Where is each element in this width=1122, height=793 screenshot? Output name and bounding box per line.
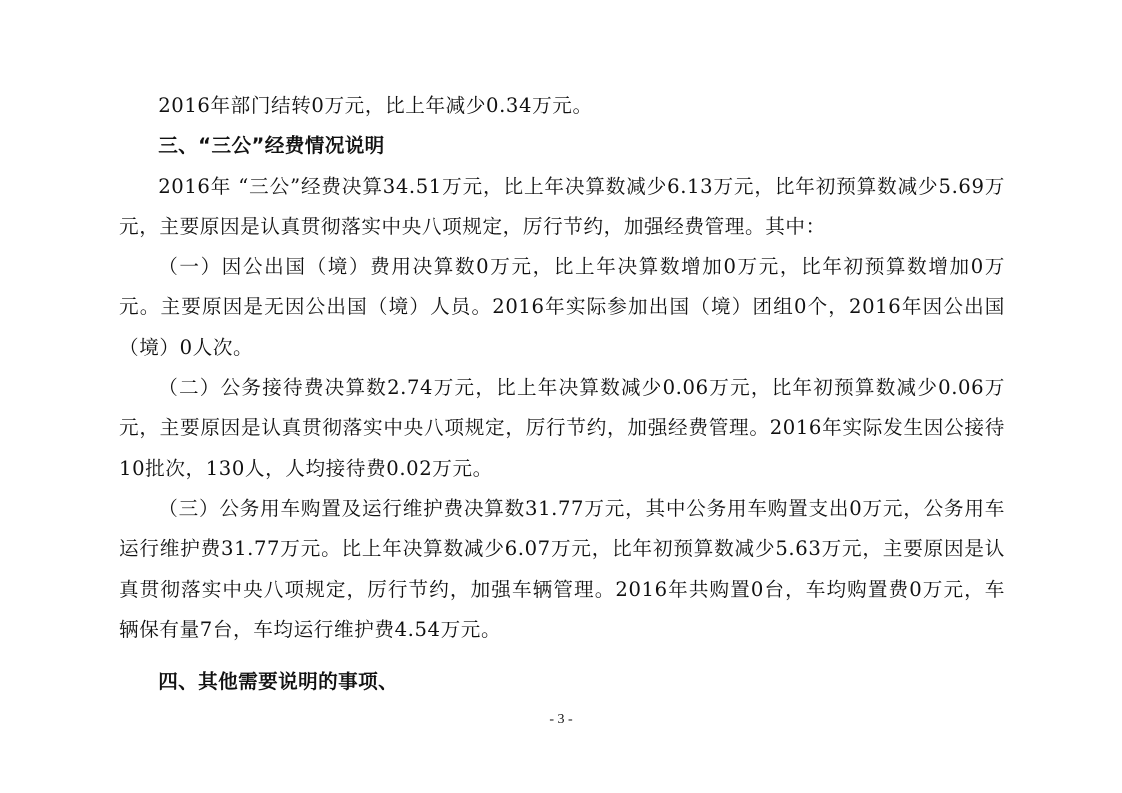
- overseas-travel-paragraph: （一）因公出国（境）费用决算数0万元，比上年决算数增加0万元，比年初预算数增加0万元。主要原因是无因公出国（境）人员。2016年实际参加出国（境）团组0个，2016年因公出国（境）0人次。: [119, 255, 1005, 359]
- page-number: - 3 -: [549, 712, 573, 727]
- three-public-expenses-summary: 2016年 “三公”经费决算34.51万元，比上年决算数减少6.13万元，比年初预算数减少5.69万元，主要原因是认真贯彻落实中央八项规定，厉行节约，加强经费管理。其中：: [119, 174, 1005, 238]
- carryover-paragraph: 2016年部门结转0万元，比上年减少0.34万元。: [158, 94, 593, 117]
- section-four-heading: 四、其他需要说明的事项、: [158, 670, 399, 694]
- section-three-heading: 三、“三公”经费情况说明: [158, 134, 385, 158]
- document-body: [119, 86, 1005, 702]
- paragraph-gap: [119, 650, 1005, 662]
- reception-expenses-paragraph: （二）公务接待费决算数2.74万元，比上年决算数减少0.06万元，比年初预算数减少0.06万元，主要原因是认真贯彻落实中央八项规定，厉行节约，加强经费管理。2016年实际发生因公接待10批次，130人，人均接待费0.02万元。: [119, 376, 1005, 480]
- vehicle-expenses-paragraph: （三）公务用车购置及运行维护费决算数31.77万元，其中公务用车购置支出0万元，公务用车运行维护费31.77万元。比上年决算数减少6.07万元，比年初预算数减少5.63万元，主要原因是认真贯彻落实中央八项规定，厉行节约，加强车辆管理。2016年共购置0台，车均购置费0万元，车辆保有量7台，车均运行维护费4.54万元。: [119, 496, 1005, 641]
